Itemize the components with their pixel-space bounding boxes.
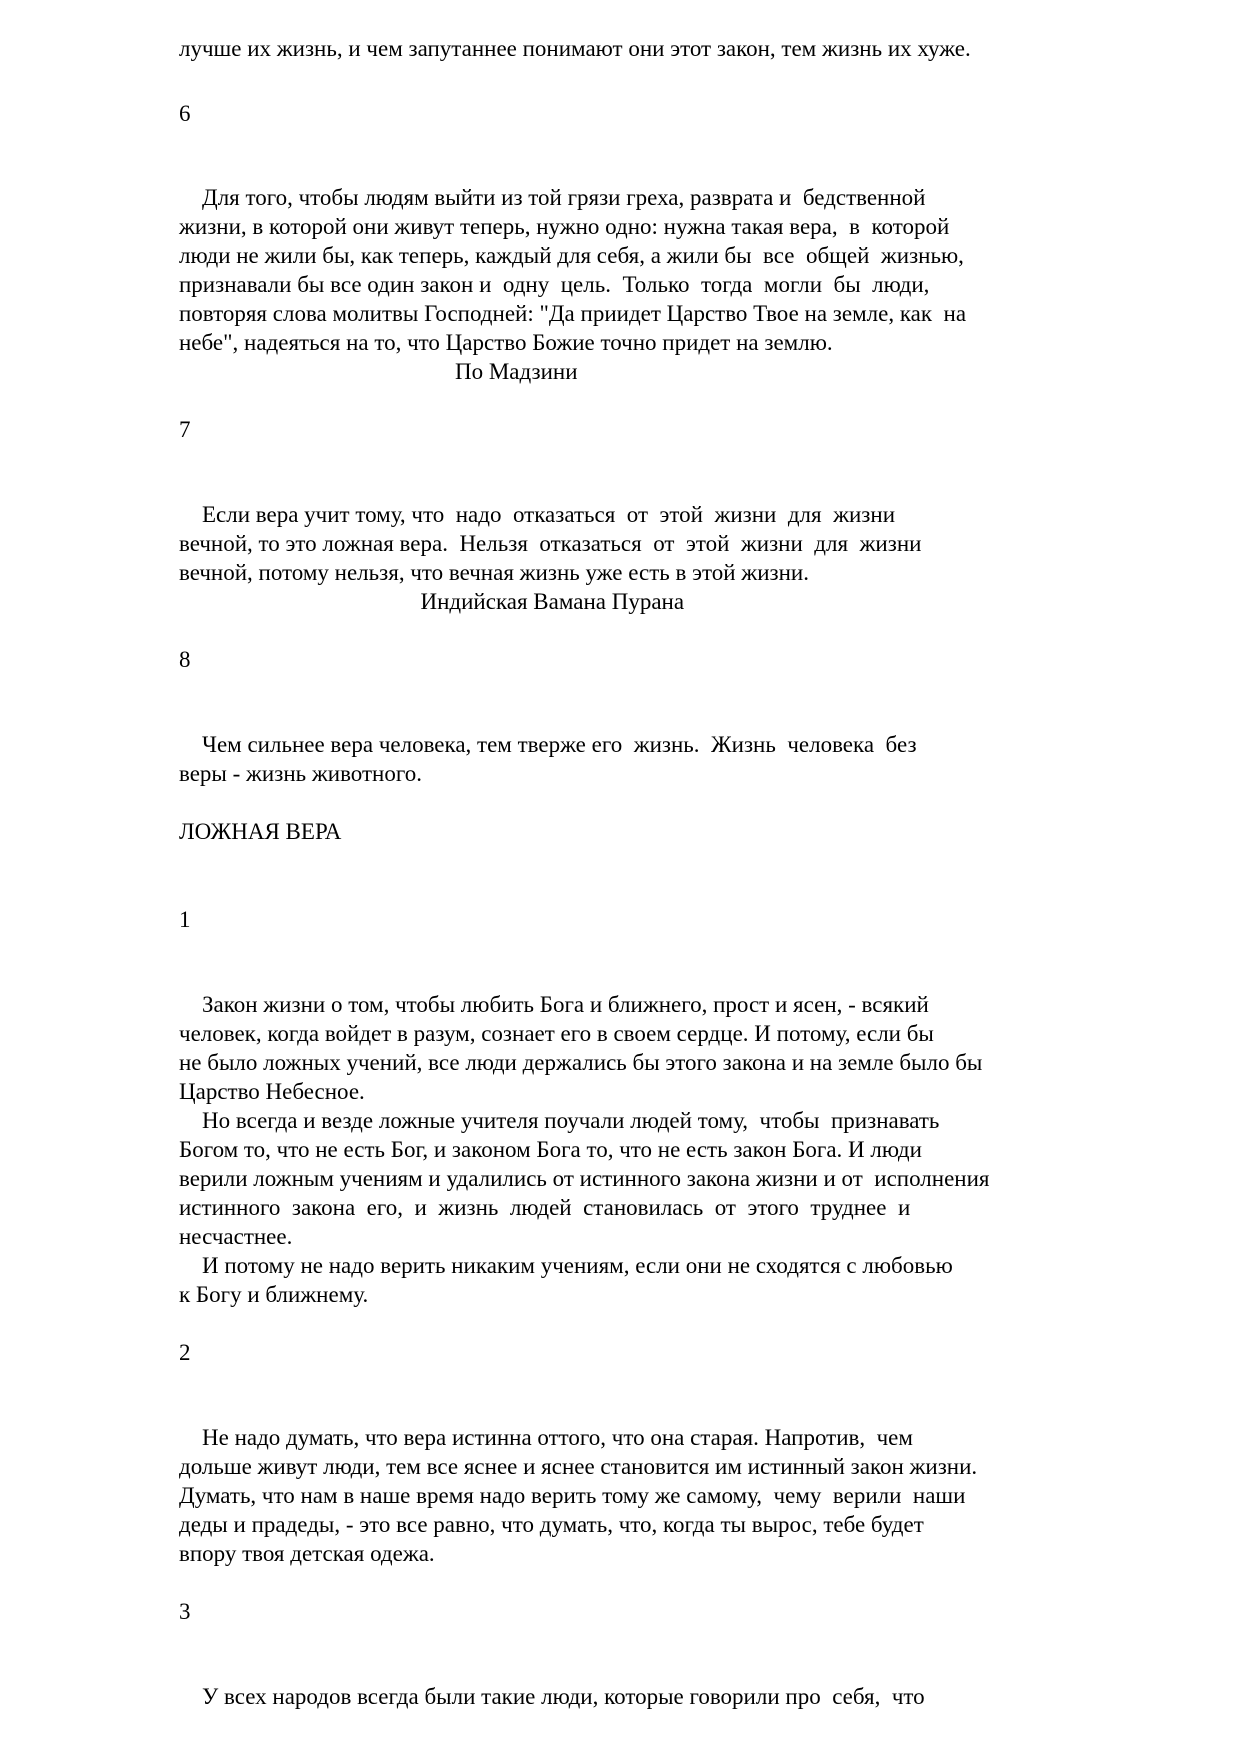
text-line: У всех народов всегда были такие люди, которые говорили про себя, что — [179, 1684, 925, 1709]
text-line: истинного закона его, и жизнь людей становилась от этого труднее и — [179, 1195, 911, 1220]
text-line: Для того, чтобы людям выйти из той грязи греха, разврата и бедственной — [179, 185, 926, 210]
text-line: человек, когда войдет в разум, сознает его в своем сердце. И потому, если бы — [179, 1021, 934, 1046]
text-line: Думать, что нам в наше время надо верить тому же самому, чему верили наши — [179, 1483, 966, 1508]
text-line: деды и прадеды, - это все равно, что думать, что, когда ты вырос, тебе будет — [179, 1512, 924, 1537]
chapter-heading: ЛОЖНАЯ ВЕРА — [179, 819, 342, 844]
text-line: люди не жили бы, как теперь, каждый для себя, а жили бы все общей жизнью, — [179, 243, 964, 268]
text-line: небе", надеяться на то, что Царство Божие точно придет на землю. — [179, 330, 833, 355]
section-number: 6 — [179, 101, 191, 126]
section-number: 3 — [179, 1599, 191, 1624]
text-line: лучше их жизнь, и чем запутаннее понимают они этот закон, тем жизнь их хуже. — [179, 36, 971, 61]
text-line: к Богу и ближнему. — [179, 1282, 369, 1307]
section-number: 2 — [179, 1340, 191, 1365]
text-line: Но всегда и везде ложные учителя поучали людей тому, чтобы признавать — [179, 1108, 940, 1133]
text-line: несчастнее. — [179, 1224, 293, 1249]
attribution: По Мадзини — [179, 359, 578, 384]
text-line: Царство Небесное. — [179, 1079, 365, 1104]
section-number: 7 — [179, 417, 191, 442]
text-line: Богом то, что не есть Бог, и законом Бога то, что не есть закон Бога. И люди — [179, 1137, 922, 1162]
text-line: Если вера учит тому, что надо отказаться от этой жизни для жизни — [179, 502, 896, 527]
text-line: не было ложных учений, все люди держались бы этого закона и на земле было бы — [179, 1050, 983, 1075]
text-line: впору твоя детская одежа. — [179, 1541, 435, 1566]
text-line: вечной, то это ложная вера. Нельзя отказаться от этой жизни для жизни — [179, 531, 922, 556]
section-number: 1 — [179, 907, 191, 932]
text-line: И потому не надо верить никаким учениям, если они не сходятся с любовью — [179, 1253, 953, 1278]
text-line: вечной, потому нельзя, что вечная жизнь уже есть в этой жизни. — [179, 560, 809, 585]
text-line: признавали бы все один закон и одну цель. Только тогда могли бы люди, — [179, 272, 930, 297]
section-number: 8 — [179, 647, 191, 672]
text-line: верили ложным учениям и удалились от истинного закона жизни и от исполнения — [179, 1166, 990, 1191]
text-line: Чем сильнее вера человека, тем тверже его жизнь. Жизнь человека без — [179, 732, 917, 757]
text-line: Закон жизни о том, чтобы любить Бога и ближнего, прост и ясен, - всякий — [179, 992, 929, 1017]
text-line: веры - жизнь животного. — [179, 761, 422, 786]
text-line: Не надо думать, что вера истинна оттого, что она старая. Напротив, чем — [179, 1425, 913, 1450]
text-line: дольше живут люди, тем все яснее и яснее становится им истинный закон жизни. — [179, 1454, 978, 1479]
attribution: Индийская Вамана Пурана — [179, 589, 685, 614]
text-line: жизни, в которой они живут теперь, нужно одно: нужна такая вера, в которой — [179, 214, 950, 239]
text-line: повторяя слова молитвы Господней: "Да приидет Царство Твое на земле, как на — [179, 301, 967, 326]
